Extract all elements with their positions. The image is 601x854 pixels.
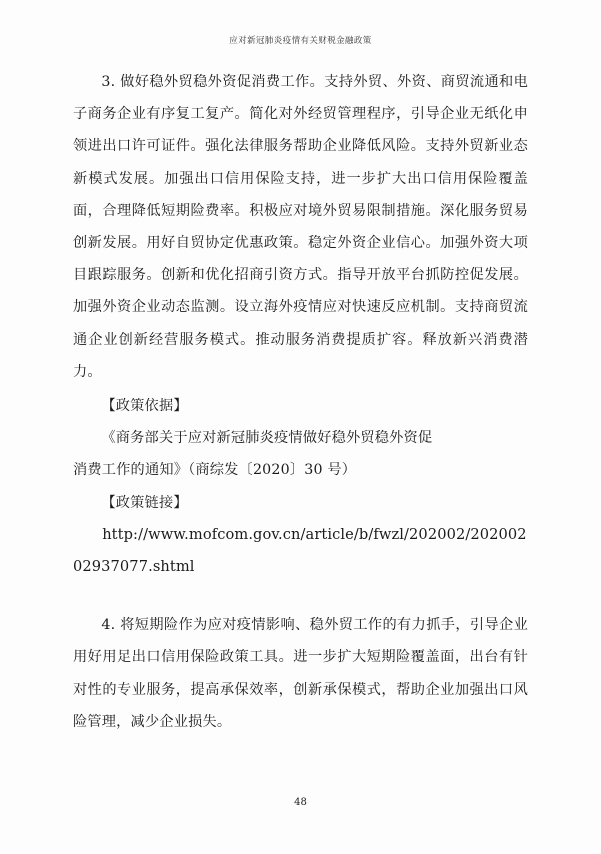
page-body	[73, 66, 528, 738]
page-number: 48	[294, 797, 307, 808]
policy-basis-citation-line-2: 消费工作的通知》（商综发〔2020〕30 号）	[73, 462, 357, 479]
policy-basis-citation-line-1: 《商务部关于应对新冠肺炎疫情做好稳外贸稳外资促	[101, 430, 433, 447]
spacer	[73, 583, 528, 609]
policy-link-url-line-2: 02937077.shtml	[73, 558, 195, 576]
running-header: 应对新冠肺炎疫情有关财税金融政策	[229, 36, 372, 46]
policy-link-url-line-1: http://www.mofcom.gov.cn/article/b/fwzl/202002/202002	[102, 525, 527, 543]
policy-link-label: 【政策链接】	[101, 494, 188, 511]
paragraph-item-4: 4. 将短期险作为应对疫情影响、稳外贸工作的有力抓手，引导企业用好用足出口信用保险政策工具。进一步扩大短期险覆盖面，出台有针对性的专业服务，提高承保效率，创新承保模式，帮助企业加强出口风险管理，减少企业损失。	[73, 617, 528, 730]
policy-basis-label: 【政策依据】	[101, 398, 188, 415]
paragraph-item-3: 3. 做好稳外贸稳外资促消费工作。支持外贸、外资、商贸流通和电子商务企业有序复工复产。简化对外经贸管理程序，引导企业无纸化申领进出口许可证件。强化法律服务帮助企业降低风险。支持外贸新业态新模式发展。加强出口信用保险支持，进一步扩大出口信用保险覆盖面，合理降低短期险费率。积极应对境外贸易限制措施。深化服务贸易创新发展。用好自贸协定优惠政策。稳定外资企业信心。加强外资大项目跟踪服务。创新和优化招商引资方式。指导开放平台抓防控促发展。加强外资企业动态监测。设立海外疫情应对快速反应机制。支持商贸流通企业创新经营服务模式。推动服务消费提质扩容。释放新兴消费潜力。	[73, 74, 528, 380]
